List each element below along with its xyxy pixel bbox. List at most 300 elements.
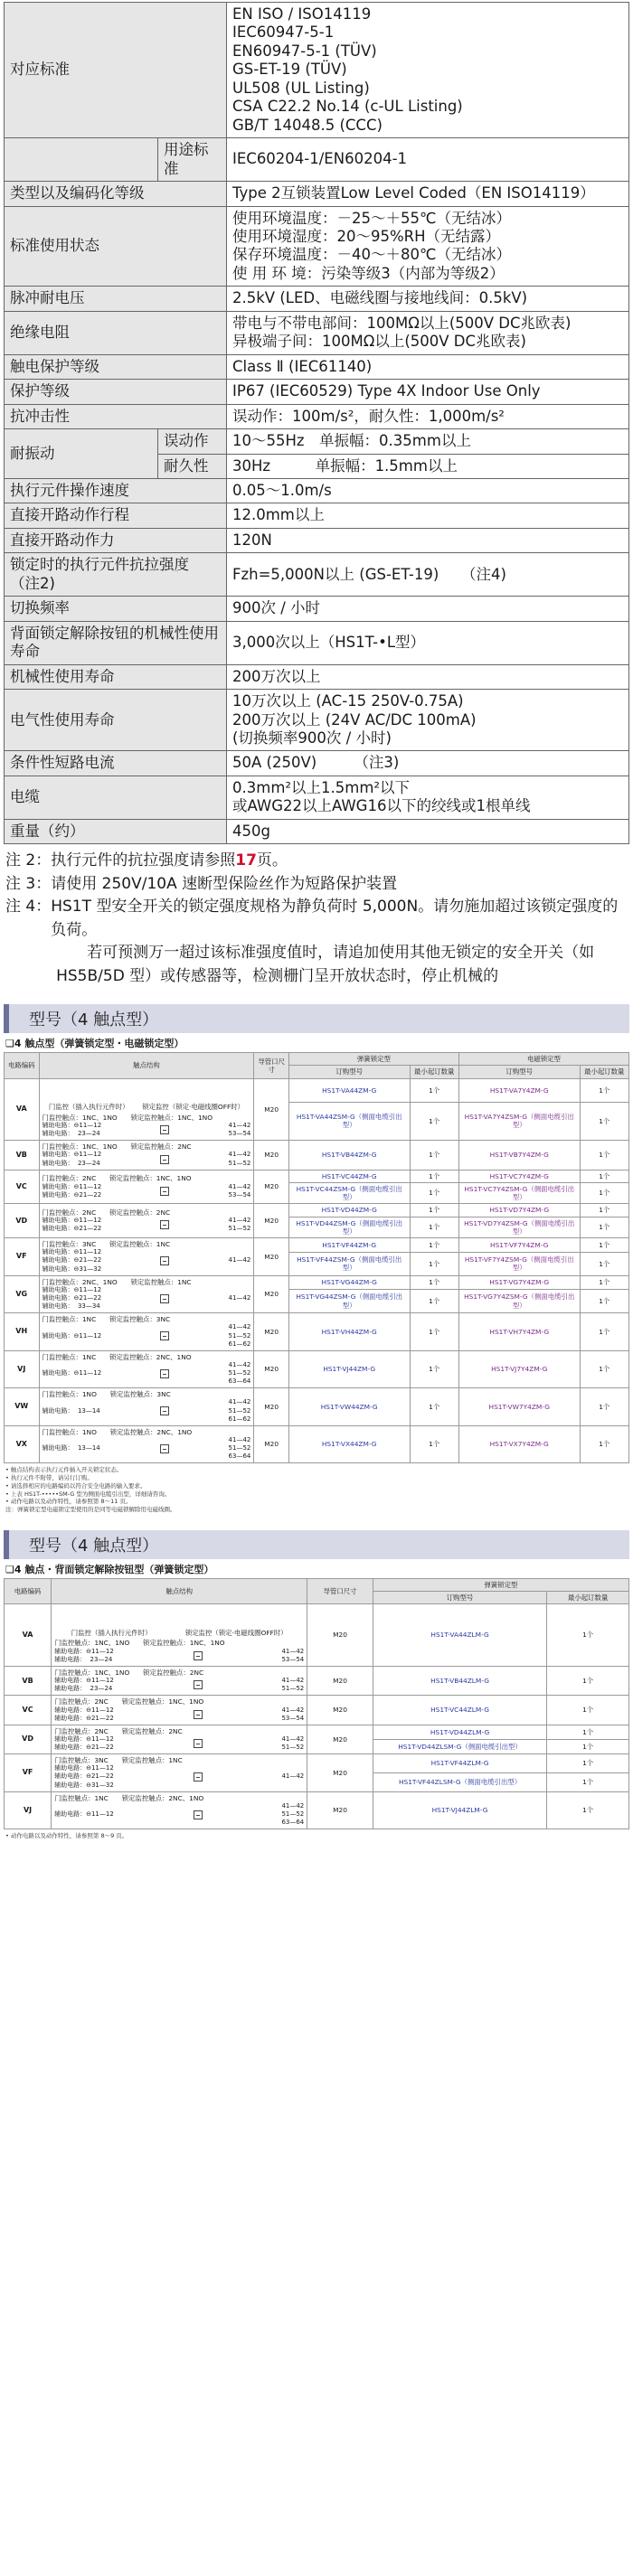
order-number-magnet[interactable]: HS1T-VH7Y4ZM-G [458, 1313, 580, 1351]
spec-value-line: 2.5kV (LED、电磁线圈与接地线间：0.5kV) [232, 289, 528, 307]
contact-diagram-header [43, 1081, 251, 1112]
lock-contacts: 41—42 53—54 [281, 1706, 305, 1722]
spec-label: 切换频率 [5, 597, 227, 621]
solenoid-icon [194, 1772, 203, 1782]
s2-h-port: 导管口尺寸 [307, 1578, 373, 1604]
contact-structure [39, 1141, 254, 1170]
moq-spring: 1个 [410, 1217, 458, 1238]
solenoid-icon [160, 1187, 169, 1196]
spec-sublabel: 耐久性 [158, 454, 227, 478]
conduit-port: M20 [307, 1754, 373, 1792]
moq-spring: 1个 [410, 1182, 458, 1204]
spec-row [5, 503, 629, 528]
spec-row [5, 354, 629, 379]
order-number-spring[interactable]: HS1T-VB44ZLM-G [373, 1666, 547, 1695]
spec-sublabel: 误动作 [158, 429, 227, 454]
order-number-spring[interactable]: HS1T-VD44ZSM-G（侧面电缆引出型） [288, 1217, 410, 1238]
moq-magnet: 1个 [580, 1204, 628, 1217]
spec-row [5, 206, 629, 287]
lock-contacts: 41—42 51—52 63—64 [281, 1801, 305, 1827]
spec-value-line: 带电与不带电部间：100MΩ以上(500V DC兆欧表) [232, 314, 572, 332]
model-row [5, 1275, 629, 1290]
order-number-spring[interactable]: HS1T-VG44ZSM-G（侧面电缆引出型） [288, 1290, 410, 1313]
door-contacts: 辅助电路：⊖11—12 辅助电路：⊖21—22 [54, 1735, 114, 1752]
contact-desc: 门监控触点：1NC、1NO 锁定监控触点：1NC、1NO [42, 1113, 213, 1122]
section2-subtitle: ❏4 触点・背面锁定解除按钮型（弹簧锁定型） [5, 1563, 214, 1575]
order-number-spring[interactable]: HS1T-VA44ZM-G [288, 1078, 410, 1102]
spec-value [227, 3, 629, 138]
section1-footnotes [5, 1466, 629, 1514]
note-4-head: 注 4： [5, 898, 52, 917]
moq-magnet: 1个 [580, 1252, 628, 1275]
spec-value [227, 597, 629, 621]
solenoid-icon [194, 1710, 203, 1719]
spec-value-line: Class Ⅱ (IEC61140) [232, 357, 373, 375]
s2-h-code: 电路编码 [5, 1578, 52, 1604]
moq-spring: 1个 [410, 1141, 458, 1170]
door-contacts: 辅助电路：⊖11—12 [42, 1369, 102, 1377]
spec-row [5, 553, 629, 597]
spec-row [5, 751, 629, 776]
s1-h-moq-magnet: 最小起订数量 [580, 1066, 628, 1078]
spec-row [5, 3, 629, 138]
contact-diagram [43, 1122, 251, 1138]
circuit-code: VB [5, 1141, 40, 1170]
spec-label: 条件性短路电流 [5, 751, 227, 776]
contact-desc: 门监控触点：1NC 锁定监控触点：2NC、1NO [42, 1352, 192, 1361]
contact-desc: 门监控触点：3NC 锁定监控触点：1NC [54, 1756, 183, 1765]
model-row [5, 1425, 629, 1463]
s1-h-moq-spring: 最小起订数量 [410, 1066, 458, 1078]
moq-magnet: 1个 [580, 1290, 628, 1313]
model-row [5, 1696, 629, 1725]
conduit-port: M20 [254, 1078, 289, 1140]
spec-value [227, 621, 629, 664]
order-number-magnet[interactable]: HS1T-VC7Y4ZSM-G（侧面电缆引出型） [458, 1182, 580, 1204]
conduit-port: M20 [254, 1388, 289, 1426]
contact-diagram [54, 1802, 304, 1827]
s2-h-spring: 弹簧锁定型 [373, 1578, 628, 1591]
spec-value-line: 使用环境温度：－25～＋55℃（无结冰） [232, 209, 512, 227]
order-number-magnet[interactable]: HS1T-VB7Y4ZM-G [458, 1141, 580, 1170]
solenoid-icon [160, 1125, 169, 1134]
door-contacts: 辅助电路：⊖11—12 辅助电路： 23—24 [42, 1121, 102, 1138]
section2-footnotes [5, 1832, 629, 1840]
circuit-code: VA [5, 1078, 40, 1140]
spec-label: 执行元件操作速度 [5, 478, 227, 503]
spec-value [227, 751, 629, 776]
note-4 [5, 896, 629, 942]
spec-label: 锁定时的执行元件抗拉强度 （注2) [5, 553, 227, 597]
contact-diagram [54, 1735, 304, 1752]
contact-structure [39, 1238, 254, 1276]
order-number-magnet[interactable]: HS1T-VG7Y4ZSM-G（侧面电缆引出型） [458, 1290, 580, 1313]
circuit-code: VB [5, 1666, 52, 1695]
footnote: • 动作电路以及动作特性，请参照第 8～11 页。 [5, 1498, 132, 1506]
footnote: 注：弹簧锁定型电磁锁定型使用的是同等电磁锁解除用电磁线圈。 [5, 1506, 176, 1514]
solenoid-icon [194, 1680, 203, 1689]
moq-spring: 1个 [410, 1170, 458, 1182]
order-number-spring[interactable]: HS1T-VG44ZM-G [288, 1275, 410, 1290]
s1-h-order-magnet: 订购型号 [458, 1066, 580, 1078]
order-number-magnet[interactable]: HS1T-VJ7Y4ZM-G [458, 1350, 580, 1388]
order-number-magnet[interactable]: HS1T-VA7Y4ZM-G [458, 1078, 580, 1102]
contact-desc: 门监控触点：1NC 锁定监控触点：2NC、1NO [54, 1793, 204, 1802]
spec-label: 机械性使用寿命 [5, 664, 227, 689]
door-contacts: 辅助电路：⊖11—12 辅助电路： 23—24 [54, 1647, 114, 1663]
door-contacts: 辅助电路：⊖11—12 [54, 1810, 114, 1818]
s2-h-moq: 最小起订数量 [547, 1592, 629, 1604]
spec-value-line: IEC60204-1/EN60204-1 [232, 150, 408, 168]
contact-diagram [43, 1217, 251, 1233]
note-3 [5, 873, 629, 897]
moq-spring: 1个 [547, 1739, 629, 1753]
order-number-magnet[interactable]: HS1T-VD7Y4ZSM-G（侧面电缆引出型） [458, 1217, 580, 1238]
notes [5, 850, 629, 988]
contact-diagram [43, 1248, 251, 1273]
note-3-text: 请使用 250V/10A 速断型保险丝作为短路保护装置 [51, 874, 398, 893]
spec-value [227, 528, 629, 552]
contact-structure [39, 1425, 254, 1463]
contact-diagram [43, 1323, 251, 1348]
conduit-port: M20 [254, 1313, 289, 1351]
contact-desc: 门监控触点：2NC 锁定监控触点：2NC [42, 1208, 171, 1217]
contact-diagram [43, 1398, 251, 1423]
order-number-spring[interactable]: HS1T-VX44ZM-G [288, 1425, 410, 1463]
moq-spring: 1个 [547, 1666, 629, 1695]
order-number-magnet[interactable]: HS1T-VG7Y4ZM-G [458, 1275, 580, 1290]
spec-label: 标准使用状态 [5, 206, 227, 287]
moq-spring: 1个 [410, 1350, 458, 1388]
spec-value-line: EN60947-5-1 (TÜV) [232, 42, 377, 60]
moq-spring: 1个 [410, 1425, 458, 1463]
moq-magnet: 1个 [580, 1141, 628, 1170]
order-number-magnet[interactable]: HS1T-VW7Y4ZM-G [458, 1388, 580, 1426]
spec-row [5, 380, 629, 404]
order-number-spring[interactable]: HS1T-VC44ZM-G [288, 1170, 410, 1182]
spec-label: 直接开路动作力 [5, 528, 227, 552]
contact-structure [52, 1604, 307, 1666]
spec-value-line: 或AWG22以上AWG16以下的绞线或1根单线 [232, 797, 531, 815]
moq-magnet: 1个 [580, 1350, 628, 1388]
circuit-code: VC [5, 1696, 52, 1725]
moq-spring: 1个 [547, 1791, 629, 1829]
spec-label: 保护等级 [5, 380, 227, 404]
order-number-spring[interactable]: HS1T-VC44ZLM-G [373, 1696, 547, 1725]
circuit-code: VD [5, 1725, 52, 1753]
spec-value [227, 287, 629, 311]
spec-label: 绝缘电阻 [5, 311, 227, 354]
moq-spring: 1个 [410, 1388, 458, 1426]
contact-diagram [54, 1706, 304, 1723]
spec-value [227, 354, 629, 379]
door-contacts: 辅助电路：⊖11—12 辅助电路：⊖21—22 辅助电路：⊖31—32 [54, 1764, 114, 1789]
spec-row [5, 311, 629, 354]
spec-value [227, 503, 629, 528]
contact-desc: 门监控触点：1NC、1NO 锁定监控触点：2NC [42, 1142, 192, 1152]
contact-structure [39, 1388, 254, 1426]
moq-spring: 1个 [410, 1290, 458, 1313]
order-number-magnet[interactable]: HS1T-VX7Y4ZM-G [458, 1425, 580, 1463]
spec-row [5, 528, 629, 552]
spec-label: 耐振动 [5, 429, 158, 479]
solenoid-icon [160, 1444, 169, 1453]
order-number-magnet[interactable]: HS1T-VF7Y4ZSM-G（侧面电缆引出型） [458, 1252, 580, 1275]
moq-spring: 1个 [547, 1696, 629, 1725]
contact-desc: 门监控触点：1NO 锁定监控触点：3NC [42, 1390, 171, 1399]
model-row [5, 1604, 629, 1666]
circuit-code: VF [5, 1754, 52, 1792]
moq-spring: 1个 [410, 1102, 458, 1141]
contact-structure [52, 1696, 307, 1725]
spec-row [5, 287, 629, 311]
spec-table [4, 2, 629, 844]
note-2-page-link[interactable]: 17 [235, 851, 257, 870]
solenoid-icon [160, 1406, 169, 1415]
order-number-spring[interactable]: HS1T-VF44ZLM-G [373, 1754, 547, 1773]
contact-desc: 门监控触点：2NC 锁定监控触点：1NC、1NO [42, 1174, 192, 1183]
model-row [5, 1141, 629, 1170]
moq-spring: 1个 [547, 1725, 629, 1739]
order-number-spring[interactable]: HS1T-VF44ZM-G [288, 1238, 410, 1253]
moq-magnet: 1个 [580, 1388, 628, 1426]
spec-value-line: 200万次以上 (24V AC/DC 100mA) [232, 710, 477, 729]
note-2-head: 注 2： [5, 851, 52, 870]
order-number-spring[interactable]: HS1T-VA44ZSM-G（侧面电缆引出型） [288, 1102, 410, 1141]
order-number-spring[interactable]: HS1T-VB44ZM-G [288, 1141, 410, 1170]
solenoid-icon [160, 1220, 169, 1229]
conduit-port: M20 [254, 1350, 289, 1388]
diagram-lock-label: 锁定监控（锁定·电磁线圈OFF时） [184, 1629, 288, 1638]
model-row [5, 1791, 629, 1829]
spec-row [5, 621, 629, 664]
conduit-port: M20 [307, 1604, 373, 1666]
order-number-spring[interactable]: HS1T-VD44ZLM-G [373, 1725, 547, 1739]
contact-desc: 门监控触点：1NO 锁定监控触点：2NC、1NO [42, 1427, 193, 1436]
lock-contacts: 41—42 53—54 [281, 1647, 305, 1663]
circuit-code: VJ [5, 1350, 40, 1388]
spec-row [5, 478, 629, 503]
moq-magnet: 1个 [580, 1102, 628, 1141]
order-number-spring[interactable]: HS1T-VC44ZSM-G（侧面电缆引出型） [288, 1182, 410, 1204]
conduit-port: M20 [254, 1170, 289, 1204]
moq-magnet: 1个 [580, 1313, 628, 1351]
model-row [5, 1313, 629, 1351]
note-4-paragraph: 若可预测万一超过该标准强度值时，请追加使用其他无锁定的安全开关（如 HS5B/5D 型）或传感器等，检测栅门呈开放状态时，停止机械的 [56, 944, 595, 985]
contact-diagram [43, 1436, 251, 1461]
spec-label: 电缆 [5, 776, 227, 819]
moq-magnet: 1个 [580, 1238, 628, 1253]
conduit-port: M20 [254, 1204, 289, 1238]
model-row [5, 1238, 629, 1253]
door-contacts: 辅助电路： 13—14 [42, 1444, 100, 1453]
spec-label: 背面锁定解除按钮的机械性使用寿命 [5, 621, 227, 664]
note-2 [5, 850, 629, 873]
contact-desc: 门监控触点：3NC 锁定监控触点：1NC [42, 1240, 171, 1249]
model-row [5, 1204, 629, 1217]
solenoid-icon [160, 1331, 169, 1340]
contact-diagram [54, 1677, 304, 1693]
section2-title: 型号（4 触点型） [4, 1530, 629, 1559]
spec-value-line: IEC60947-5-1 [232, 24, 335, 42]
spec-value-line: 12.0mm以上 [232, 506, 325, 524]
spec-value [227, 553, 629, 597]
s2-h-contact: 触点结构 [52, 1578, 307, 1604]
order-number-spring[interactable]: HS1T-VD44ZLSM-G（侧面电缆引出型） [373, 1739, 547, 1753]
door-contacts: 辅助电路：⊖11—12 辅助电路： 23—24 [54, 1677, 114, 1693]
contact-desc: 门监控触点：1NC、1NO 锁定监控触点：2NC [54, 1668, 204, 1677]
contact-desc: 门监控触点：2NC 锁定监控触点：2NC [54, 1726, 183, 1735]
spec-label: 对应标准 [5, 3, 227, 138]
circuit-code: VF [5, 1238, 40, 1276]
order-number-spring[interactable]: HS1T-VF44ZLSM-G（侧面电缆引出型） [373, 1772, 547, 1791]
lock-contacts: 41—42 51—52 [228, 1217, 251, 1233]
moq-spring: 1个 [410, 1275, 458, 1290]
contact-desc: 门监控触点：1NC、1NO 锁定监控触点：1NC、1NO [54, 1639, 225, 1648]
lock-contacts: 41—42 [281, 1772, 305, 1781]
spec-row [5, 776, 629, 819]
order-number-magnet[interactable]: HS1T-VF7Y4ZM-G [458, 1238, 580, 1253]
spec-row [5, 429, 629, 454]
model-row [5, 1078, 629, 1102]
contact-diagram [43, 1361, 251, 1386]
spec-value-line: 使用环境湿度：20～95%RH（无结露） [232, 227, 501, 245]
spec-value [227, 311, 629, 354]
circuit-code: VX [5, 1425, 40, 1463]
circuit-code: VA [5, 1604, 52, 1666]
conduit-port: M20 [307, 1666, 373, 1695]
spec-value-line: 保存环境温度：－40～＋80℃（无结冰） [232, 246, 512, 264]
footnote: • 触点结构表示执行元件插入开关锁定状态。 [5, 1466, 123, 1474]
moq-spring: 1个 [410, 1078, 458, 1102]
lock-contacts: 41—42 51—52 [228, 1151, 251, 1167]
contact-diagram [54, 1648, 304, 1664]
lock-contacts: 41—42 53—54 [228, 1121, 251, 1138]
spec-label-blank [5, 138, 158, 182]
spec-value [227, 182, 629, 206]
note-2-text-end: 页。 [256, 851, 288, 870]
contact-structure [52, 1791, 307, 1829]
order-number-spring[interactable]: HS1T-VD44ZM-G [288, 1204, 410, 1217]
s1-h-magnet: 电磁锁定型 [458, 1053, 628, 1066]
model-row [5, 1170, 629, 1182]
spec-value [227, 206, 629, 287]
contact-structure [39, 1275, 254, 1313]
diagram-lock-label: 锁定监控（锁定·电磁线圈OFF时） [142, 1103, 244, 1112]
circuit-code: VC [5, 1170, 40, 1204]
spec-value-line: (切换频率900次 / 小时) [232, 729, 392, 747]
door-contacts: 辅助电路：⊖11—12 辅助电路：⊖21—22 辅助电路：⊖31—32 [42, 1248, 102, 1273]
solenoid-icon [194, 1651, 203, 1660]
spec-value-line: CSA C22.2 No.14 (c-UL Listing) [232, 98, 463, 116]
spec-label: 类型以及编码化等级 [5, 182, 227, 206]
spec-value-line: GB/T 14048.5 (CCC) [232, 116, 383, 134]
order-number-spring[interactable]: HS1T-VA44ZLM-G [373, 1604, 547, 1666]
s1-h-contact: 触点结构 [39, 1053, 254, 1079]
spec-label: 直接开路动作行程 [5, 503, 227, 528]
contact-diagram [43, 1151, 251, 1167]
spec-row [5, 404, 629, 428]
spec-value-line: 120N [232, 531, 272, 549]
spec-row [5, 819, 629, 843]
order-number-spring[interactable]: HS1T-VJ44ZLM-G [373, 1791, 547, 1829]
spec-row [5, 690, 629, 751]
contact-diagram-header [54, 1606, 304, 1637]
moq-magnet: 1个 [580, 1078, 628, 1102]
lock-contacts: 41—42 51—52 [281, 1677, 305, 1693]
contact-structure [39, 1078, 254, 1140]
moq-magnet: 1个 [580, 1170, 628, 1182]
spec-label: 电气性使用寿命 [5, 690, 227, 751]
diagram-actuator-label: 门监控（插入执行元件时） [48, 1103, 129, 1112]
model-row [5, 1350, 629, 1388]
spec-value [227, 690, 629, 751]
spec-value [227, 404, 629, 428]
note-3-head: 注 3： [5, 874, 52, 893]
contact-structure [52, 1666, 307, 1695]
spec-row [5, 597, 629, 621]
door-contacts: 辅助电路： 13—14 [42, 1406, 100, 1415]
order-number-magnet[interactable]: HS1T-VC7Y4ZM-G [458, 1170, 580, 1182]
contact-diagram [43, 1286, 251, 1311]
contact-diagram [54, 1764, 304, 1789]
section1-model-table [4, 1052, 629, 1463]
s1-h-order-spring: 订购型号 [288, 1066, 410, 1078]
spec-value-line: EN ISO / ISO14119 [232, 5, 372, 23]
moq-magnet: 1个 [580, 1182, 628, 1204]
circuit-code: VG [5, 1275, 40, 1313]
solenoid-icon [160, 1294, 169, 1303]
order-number-spring[interactable]: HS1T-VF44ZSM-G（侧面电缆引出型） [288, 1252, 410, 1275]
spec-row [5, 182, 629, 206]
spec-value-line: 误动作：100m/s²，耐久性：1,000m/s² [232, 407, 505, 425]
footnote: • 执行元件不附带，请另行订购。 [5, 1474, 93, 1482]
spec-value-line: 使 用 环 境：污染等级3（内部为等级2） [232, 264, 505, 282]
spec-value [227, 776, 629, 819]
order-number-spring[interactable]: HS1T-VW44ZM-G [288, 1388, 410, 1426]
diagram-actuator-label: 门监控（插入执行元件时） [71, 1629, 152, 1638]
order-number-magnet[interactable]: HS1T-VD7Y4ZM-G [458, 1204, 580, 1217]
spec-value-line: 50A (250V) （注3) [232, 754, 400, 772]
section1-subtitle: ❏4 触点型（弹簧锁定型・电磁锁定型） [5, 1038, 184, 1050]
order-number-spring[interactable]: HS1T-VH44ZM-G [288, 1313, 410, 1351]
conduit-port: M20 [307, 1696, 373, 1725]
spec-label: 抗冲击性 [5, 404, 227, 428]
spec-value [227, 819, 629, 843]
order-number-spring[interactable]: HS1T-VJ44ZM-G [288, 1350, 410, 1388]
footnote: • 动作电路以及动作特性，请参照第 8～9 页。 [5, 1832, 128, 1840]
footnote: • 请选择相应的电路编码以符合安全电路的输入要求。 [5, 1481, 146, 1490]
section1-title: 型号（4 触点型） [4, 1004, 629, 1033]
conduit-port: M20 [307, 1725, 373, 1753]
footnote: • 上表 HS1T-•••••SM-G 型为侧面电缆引出型，详细请咨询。 [5, 1490, 171, 1498]
spec-value-line: 450g [232, 822, 270, 840]
spec-value [227, 478, 629, 503]
spec-label: 触电保护等级 [5, 354, 227, 379]
conduit-port: M20 [307, 1791, 373, 1829]
lock-contacts: 41—42 51—52 [281, 1735, 305, 1752]
door-contacts: 辅助电路：⊖11—12 辅助电路：⊖21—22 [42, 1217, 102, 1233]
contact-structure [52, 1754, 307, 1792]
contact-desc: 门监控触点：2NC 锁定监控触点：1NC、1NO [54, 1697, 204, 1706]
moq-spring: 1个 [410, 1252, 458, 1275]
order-number-magnet[interactable]: HS1T-VA7Y4ZSM-G（侧面电缆引出型） [458, 1102, 580, 1141]
model-row [5, 1666, 629, 1695]
circuit-code: VJ [5, 1791, 52, 1829]
contact-desc: 门监控触点：2NC、1NO 锁定监控触点：1NC [42, 1277, 192, 1286]
conduit-port: M20 [254, 1141, 289, 1170]
contact-diagram [43, 1183, 251, 1199]
